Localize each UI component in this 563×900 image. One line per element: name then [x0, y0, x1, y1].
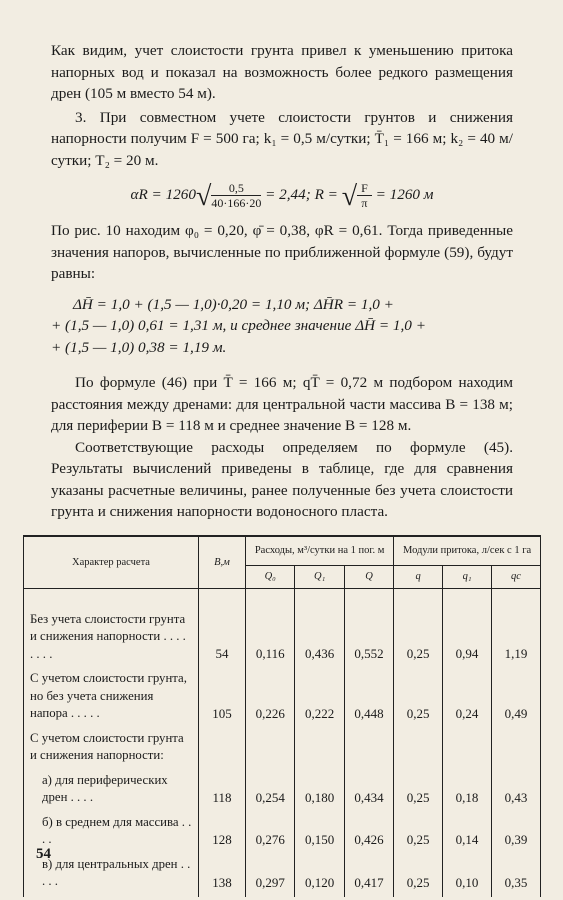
- page-body: [30, 40, 532, 897]
- header-m-q1: q₁: [443, 565, 492, 588]
- formula-mid: = 2,44; R =: [261, 185, 342, 203]
- paragraph-1: Как видим, учет слоистости грунта привел к уменьшению притока напорных вод и показал на возможность более редкого размещения дрен (105 м вместо 54 м).: [51, 42, 513, 102]
- table-row: С учетом слоистости грунта, но без учета снижения напора . . . . . 105 0,226 0,222 0,448 0,25 0,24 0,49: [24, 666, 541, 726]
- header-m-q: q: [394, 565, 443, 588]
- sqrt-icon: √: [195, 180, 212, 212]
- paragraph-2: 3. При совместном учете слоистости грунтов и снижения напорности получим F = 500 га; k₁ = 0,5 м/сутки; T̄₁ = 166 м; k₂ = 40 м/сутки; T₂ = 20 м.: [51, 108, 513, 169]
- formula-fraction-1: $\frac{0,5}{40\cdot 166\cdot 20}$: [211, 181, 262, 210]
- table-row: а) для периферических дрен . . . . 118 0,254 0,180 0,434 0,25 0,18 0,43: [24, 768, 541, 810]
- display-line-1: ΔH̄ = 1,0 + (1,5 — 1,0)·0,20 = 1,10 м; ΔH̄R = 1,0 +: [73, 295, 394, 313]
- formula-left: αR = 1260: [130, 185, 196, 203]
- header-q1: Q₁: [295, 565, 344, 588]
- paragraph-3: По рис. 10 находим φ₀ = 0,20, φ̄ = 0,38, φR = 0,61. Тогда приведенные значения напоров, вычисленные по приближенной формуле (59), будут равны:: [51, 222, 513, 282]
- sqrt-icon: √: [341, 180, 358, 212]
- header-q0: Q₀: [246, 565, 295, 588]
- table-row: Без учета слоистости грунта и снижения напорности . . . . . . . . 54 0,116 0,436 0,552 0,25 0,94 1,19: [24, 607, 541, 667]
- header-b: B,м: [199, 536, 246, 589]
- formula-alpha-r: [51, 181, 513, 210]
- paragraph-4: По формуле (46) при T̄ = 166 м; qT̄ = 0,72 м подбором находим расстояния между дренами: для центральной части массива B = 138 м; для периферии B = 118 м и среднее значение B = 128 м.: [51, 374, 513, 434]
- display-line-2: + (1,5 — 1,0) 0,61 = 1,31 м, и среднее значение ΔH̄ = 1,0 +: [51, 317, 426, 334]
- paragraph-5: Соответствующие расходы определяем по формуле (45). Результаты вычислений приведены в таблице, где для сравнения указаны расчетные величины, ранее полученные без учета слоистости грунта и снижения напорности водоносного пласта.: [51, 438, 513, 520]
- header-m-qc: qc: [492, 565, 541, 588]
- table-row: в) для центральных дрен . . . . . 138 0,297 0,120 0,417 0,25 0,10 0,35: [24, 852, 541, 897]
- table-row: С учетом слоистости грунта и снижения напорности:: [24, 726, 541, 768]
- formula-fraction-2: $\frac{F}{\pi}$: [357, 181, 372, 210]
- table-row: б) в среднем для массива . . . . 128 0,276 0,150 0,426 0,25 0,14 0,39: [24, 810, 541, 852]
- results-table-wrap: [30, 535, 532, 897]
- header-moduli: Модули притока, л/сек с 1 га: [394, 536, 541, 566]
- results-table: [23, 535, 541, 897]
- formula-right: = 1260 м: [371, 185, 434, 203]
- header-flows: Расходы, м³/сутки на 1 пог. м: [246, 536, 394, 566]
- page-number: 54: [36, 846, 51, 862]
- header-q: Q: [344, 565, 393, 588]
- display-equations: [51, 294, 513, 359]
- header-character: Характер расчета: [24, 536, 199, 589]
- display-line-3: + (1,5 — 1,0) 0,38 = 1,19 м.: [51, 338, 227, 356]
